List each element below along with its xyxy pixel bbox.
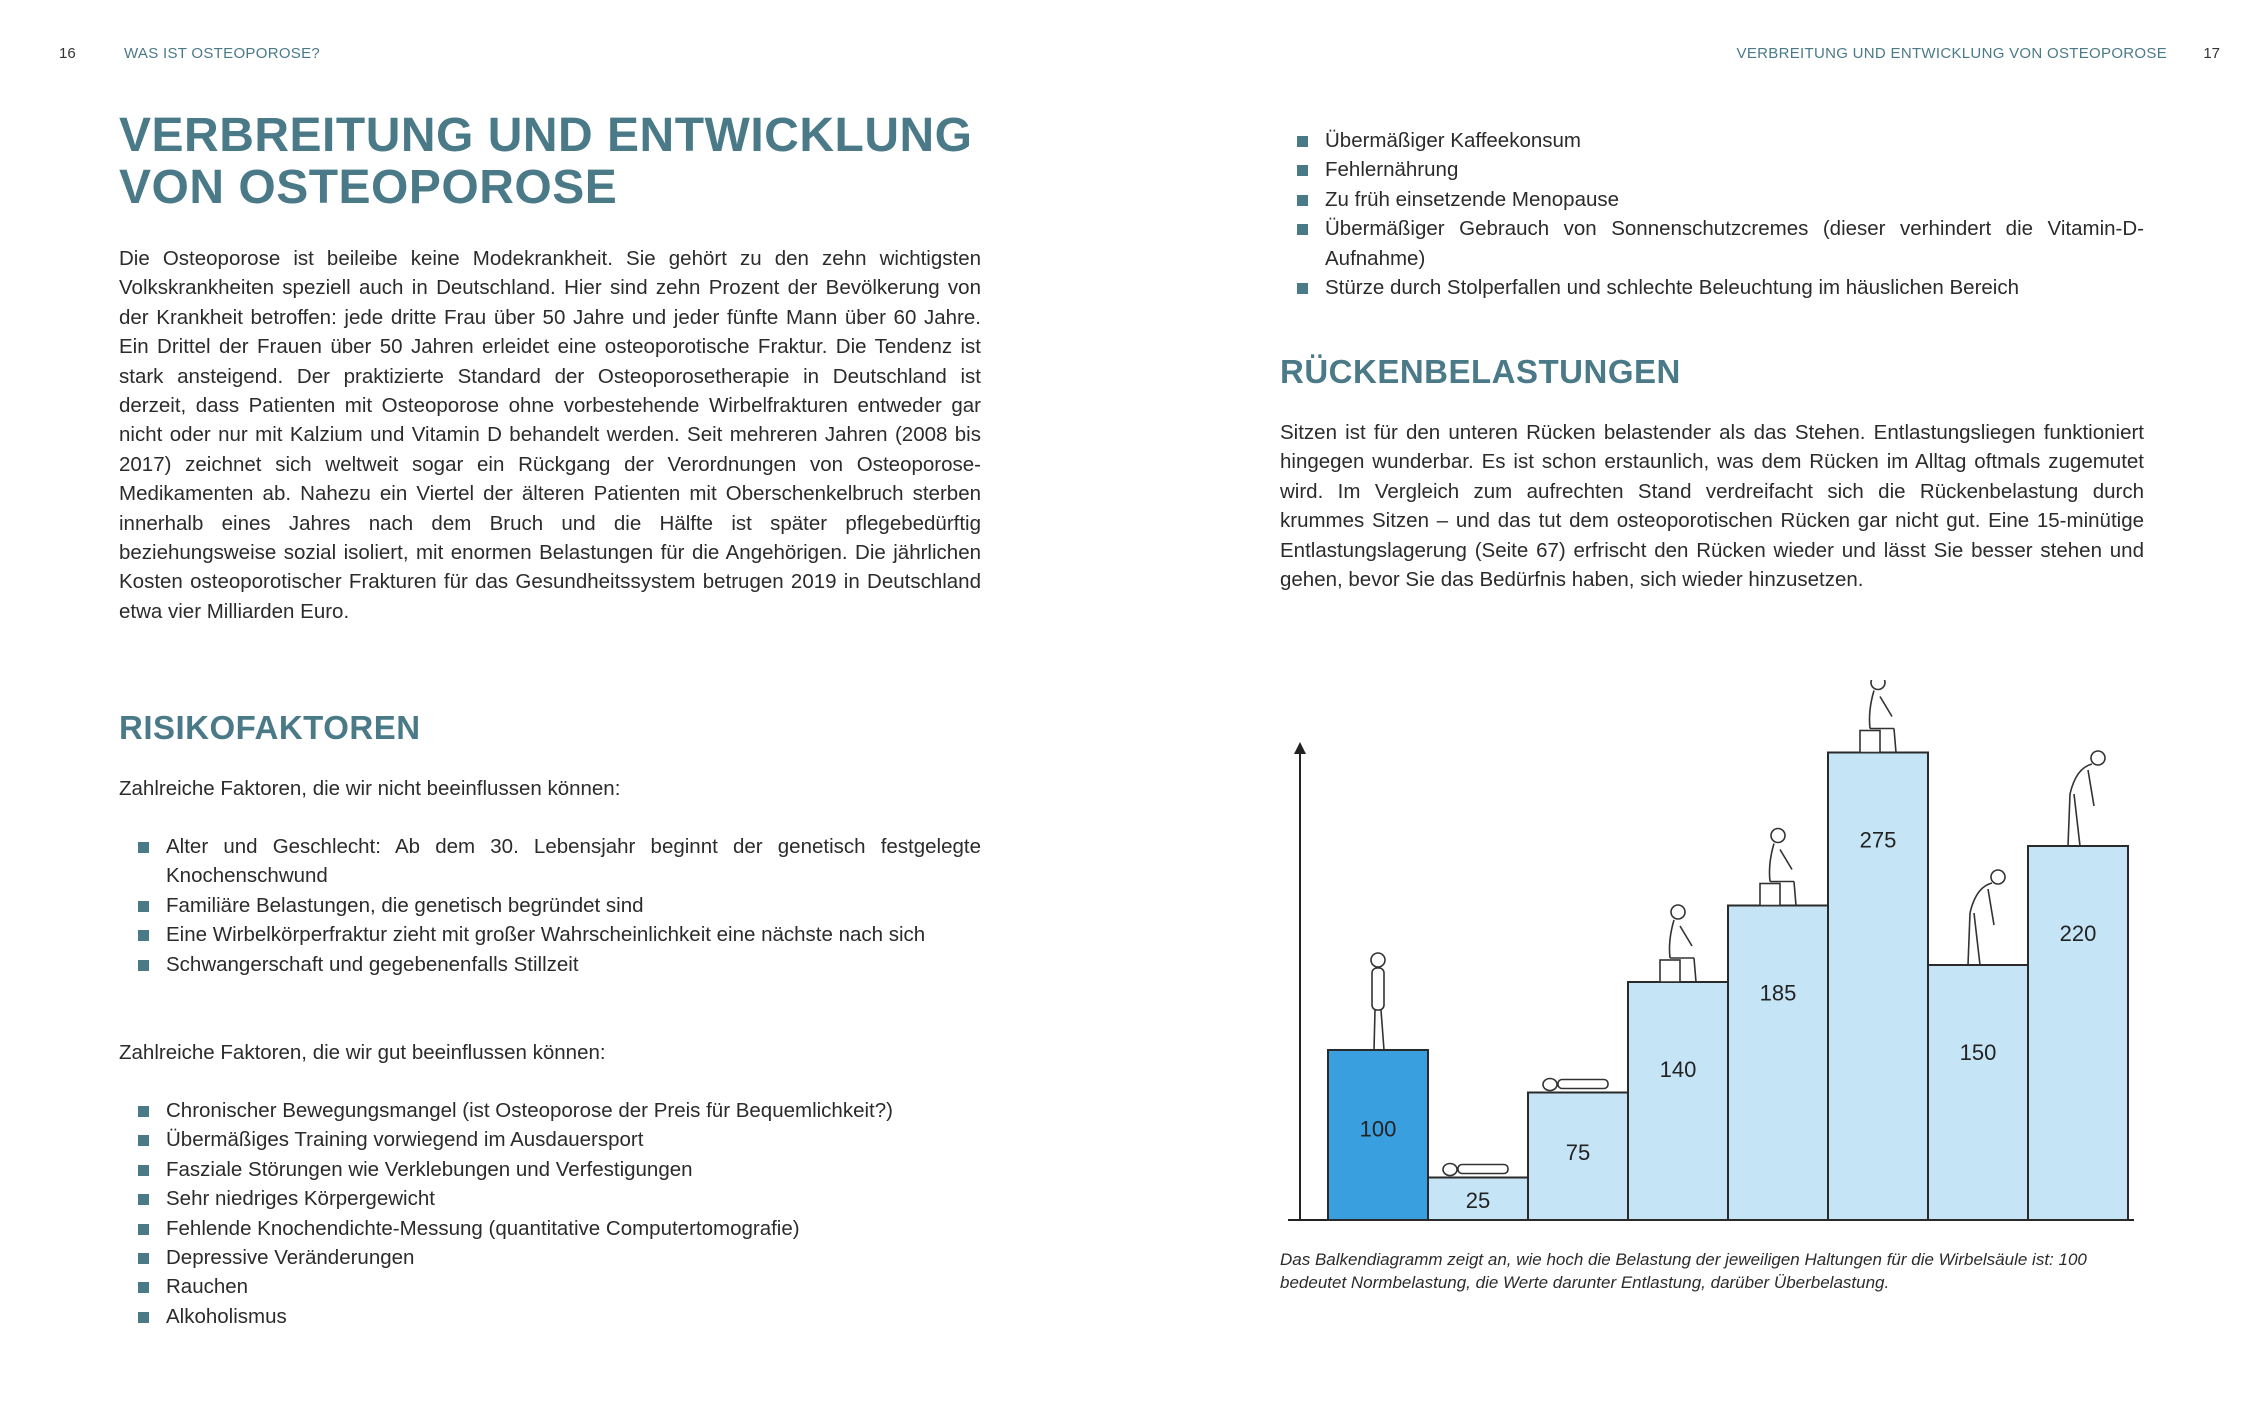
risk-intro-uncontrollable: Zahlreiche Faktoren, die wir nicht beeinflussen können: — [119, 777, 621, 800]
list-item: Alter und Geschlecht: Ab dem 30. Lebensjahr beginnt der genetisch festgelegte Knochenschwund — [119, 832, 981, 891]
posture-figure-icon — [1543, 1079, 1608, 1091]
risk-intro-controllable: Zahlreiche Faktoren, die wir gut beeinflussen können: — [119, 1041, 606, 1064]
list-item: Fasziale Störungen wie Verklebungen und Verfestigungen — [119, 1155, 981, 1184]
list-item: Zu früh einsetzende Menopause — [1278, 185, 2144, 214]
intro-paragraph: Die Osteoporose ist beileibe keine Modekrankheit. Sie gehört zu den zehn wichtigsten Volkskrankheiten speziell auch in Deutschland. Hier sind zehn Prozent der Bevölkerung von der Krankheit betroffen: jede dritte Frau über 50 Jahre und jeder fünfte Mann über 60 Jahre. Ein Drittel der Frauen über 50 Jahren erleidet eine osteoporotische Fraktur. Die Tendenz ist stark ansteigend. Der praktizierte Standard der Osteoporosetherapie in Deutschland ist derzeit, dass Patienten mit Osteoporose ohne vorbestehende Wirbelfrakturen entweder gar nicht oder nur mit Kalzium und Vitamin D behandelt werden. Seit mehreren Jahren (2008 bis 2017) zeichnet sich weltweit sogar ein Rückgang der Verordnungen von Osteoporose-Medikamenten ab. Nahezu ein Viertel der älteren Patienten mit Oberschenkelbruch sterben innerhalb eines Jahres nach dem Bruch und die Hälfte ist später pflegebedürftig beziehungsweise sozial isoliert, mit enormen Belastungen für die Angehörigen. Die jährlichen Kosten osteoporotischer Frakturen für das Gesundheitssystem betrugen 2019 in Deutschland etwa vier Milliarden Euro. — [119, 247, 981, 623]
page-number-left: 16 — [59, 45, 76, 62]
posture-figure-icon — [1968, 870, 2005, 965]
posture-figure-icon — [2068, 751, 2105, 846]
square-bullet-icon — [138, 930, 149, 941]
risk-heading: RISIKOFAKTOREN — [119, 709, 421, 746]
square-bullet-icon — [1297, 224, 1308, 235]
bar-value-label: 100 — [1359, 1116, 1397, 1142]
square-bullet-icon — [138, 1312, 149, 1323]
chart-bar — [1728, 906, 1828, 1221]
square-bullet-icon — [138, 1165, 149, 1176]
page-number-right: 17 — [2203, 45, 2220, 62]
list-item: Übermäßiger Kaffeekonsum — [1278, 126, 2144, 155]
risk-list-controllable — [119, 1096, 981, 1331]
back-load-paragraph: Sitzen ist für den unteren Rücken belastender als das Stehen. Entlastungsliegen funktioniert hingegen wunderbar. Es ist schon erstaunlich, was dem Rücken im Alltag oftmals zugemutet wird. Im Vergleich zum aufrechten Stand verdreifacht sich die Rückenbelastung durch krummes Sitzen – und das tut dem osteoporotischen Rücken gar nicht gut. Eine 15-minütige Entlastungslagerung (Seite 67) erfrischt den Rücken wieder und lässt Sie besser stehen und gehen, bevor Sie das Bedürfnis haben, sich wieder hinzusetzen. — [1280, 421, 2144, 592]
list-item: Chronischer Bewegungsmangel (ist Osteoporose der Preis für Bequemlichkeit?) — [119, 1096, 981, 1125]
bar-value-label: 220 — [2059, 921, 2097, 946]
bar-value-label: 25 — [1465, 1187, 1491, 1213]
square-bullet-icon — [138, 901, 149, 912]
list-item: Fehlernährung — [1278, 155, 2144, 184]
chart-bar — [2028, 846, 2128, 1220]
chart-bar — [1828, 753, 1928, 1221]
square-bullet-icon — [138, 842, 149, 853]
posture-figure-icon — [1660, 905, 1696, 982]
square-bullet-icon — [1297, 283, 1308, 294]
list-item: Sehr niedriges Körpergewicht — [119, 1184, 981, 1213]
list-item: Stürze durch Stolperfallen und schlechte Beleuchtung im häuslichen Bereich — [1278, 273, 2144, 302]
square-bullet-icon — [138, 960, 149, 971]
square-bullet-icon — [138, 1106, 149, 1117]
square-bullet-icon — [138, 1224, 149, 1235]
square-bullet-icon — [138, 1282, 149, 1293]
back-load-bar-chart — [1270, 680, 2170, 1230]
posture-figure-icon — [1443, 1164, 1508, 1176]
posture-figure-icon — [1371, 953, 1385, 1050]
square-bullet-icon — [1297, 136, 1308, 147]
chart-bar — [1928, 965, 2028, 1220]
list-item: Alkoholismus — [119, 1302, 981, 1331]
list-item: Familiäre Belastungen, die genetisch begründet sind — [119, 891, 981, 920]
list-item: Rauchen — [119, 1272, 981, 1301]
y-axis-arrow-icon — [1294, 742, 1306, 754]
chart-caption: Das Balkendiagramm zeigt an, wie hoch die Belastung der jeweiligen Haltungen für die Wirbelsäule ist: 100 bedeutet Normbelastung, die Werte darunter Entlastung, darüber Überbelastung. — [1280, 1250, 2087, 1292]
risk-list-uncontrollable — [119, 832, 981, 979]
list-item: Übermäßiger Gebrauch von Sonnenschutzcremes (dieser verhindert die Vitamin-D-Aufnahme) — [1278, 214, 2144, 273]
risk-list-continued — [1278, 126, 2144, 302]
page-title: VERBREITUNG UND ENTWICKLUNG VON OSTEOPOROSE — [119, 109, 973, 214]
square-bullet-icon — [138, 1253, 149, 1264]
bar-value-label: 150 — [1959, 1040, 1997, 1065]
list-item: Schwangerschaft und gegebenenfalls Stillzeit — [119, 950, 981, 979]
list-item: Depressive Veränderungen — [119, 1243, 981, 1272]
bar-value-label: 185 — [1759, 980, 1797, 1006]
square-bullet-icon — [1297, 165, 1308, 176]
bar-value-label: 275 — [1859, 827, 1897, 853]
bar-value-label: 75 — [1565, 1139, 1591, 1165]
list-item: Eine Wirbelkörperfraktur zieht mit großer Wahrscheinlichkeit eine nächste nach sich — [119, 920, 981, 949]
square-bullet-icon — [138, 1194, 149, 1205]
square-bullet-icon — [138, 1135, 149, 1146]
posture-figure-icon — [1860, 680, 1896, 753]
list-item: Übermäßiges Training vorwiegend im Ausdauersport — [119, 1125, 981, 1154]
chart-bar — [1628, 982, 1728, 1220]
running-head-left: WAS IST OSTEOPOROSE? — [124, 45, 321, 62]
square-bullet-icon — [1297, 195, 1308, 206]
bar-value-label: 140 — [1659, 1057, 1697, 1082]
list-item: Fehlende Knochendichte-Messung (quantitative Computertomografie) — [119, 1214, 981, 1243]
back-load-heading: RÜCKENBELASTUNGEN — [1280, 353, 1681, 390]
posture-figure-icon — [1760, 829, 1796, 906]
running-head-right: VERBREITUNG UND ENTWICKLUNG VON OSTEOPOROSE — [1736, 45, 2167, 62]
